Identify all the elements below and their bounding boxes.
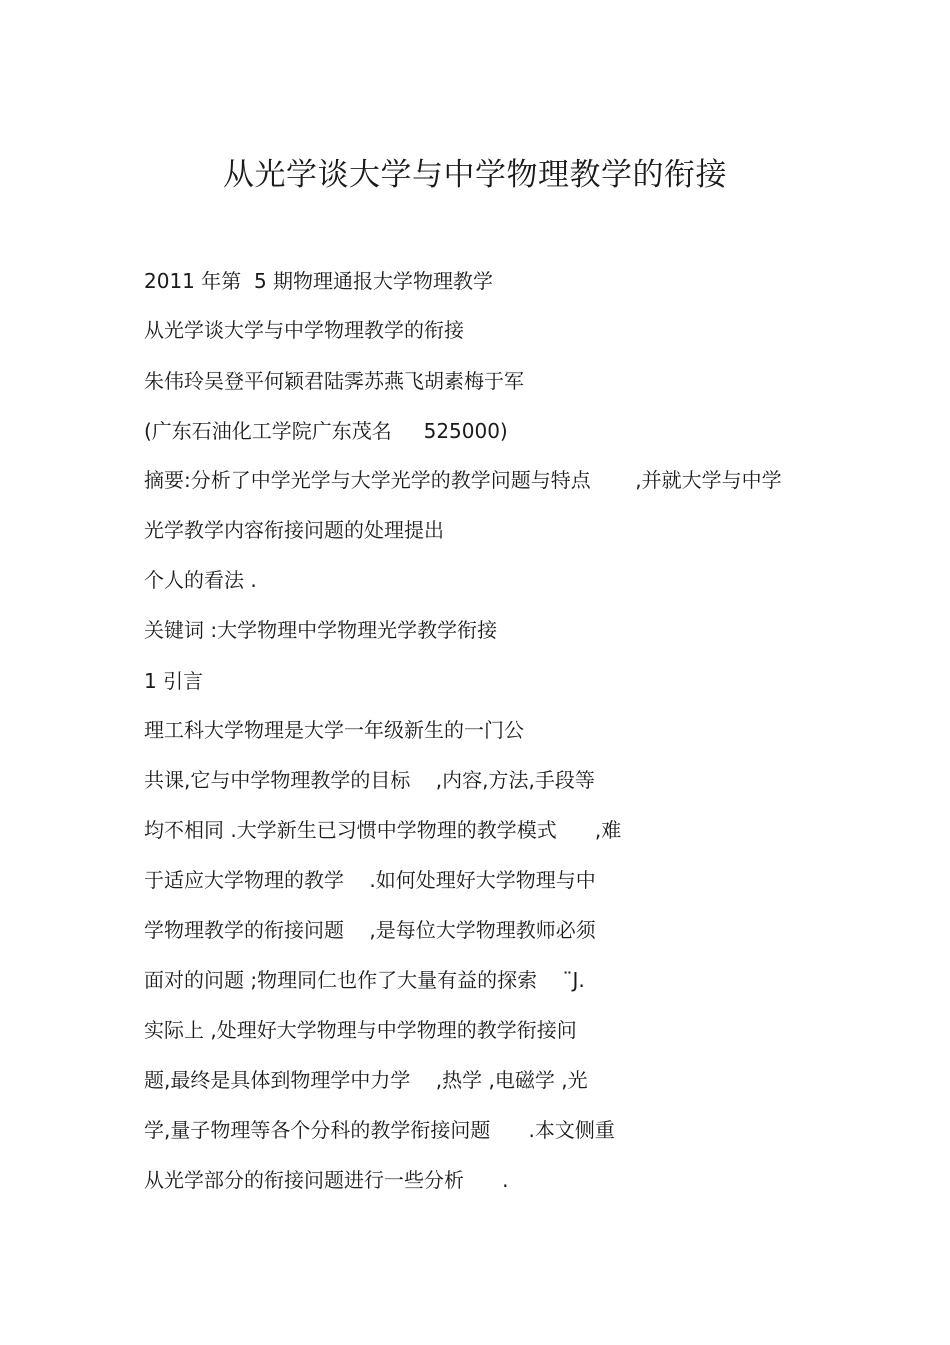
body-line-7: 实际上 ,处理好大学物理与中学物理的教学衔接问 bbox=[144, 1018, 577, 1042]
body-line-5: 学物理教学的衔接问题 ,是每位大学物理教师必须 bbox=[144, 918, 596, 942]
body-line-9: 学,量子物理等各个分科的教学衔接问题 .本文侧重 bbox=[144, 1118, 615, 1142]
affiliation-line: (广东石油化工学院广东茂名 525000) bbox=[144, 419, 508, 443]
authors-line: 朱伟玲吴登平何颖君陆霁苏燕飞胡素梅于军 bbox=[144, 369, 524, 393]
body-line-6: 面对的问题 ;物理同仁也作了大量有益的探索 ¨J. bbox=[144, 968, 585, 992]
document-title: 从光学谈大学与中学物理教学的衔接 bbox=[223, 157, 727, 193]
section-heading: 1 引言 bbox=[144, 669, 204, 693]
journal-info-line: 2011 年第 5 期物理通报大学物理教学 bbox=[144, 269, 494, 293]
body-line-2: 共课,它与中学物理教学的目标 ,内容,方法,手段等 bbox=[144, 768, 595, 792]
body-line-10: 从光学部分的衔接问题进行一些分析 . bbox=[144, 1168, 509, 1192]
body-line-4: 于适应大学物理的教学 .如何处理好大学物理与中 bbox=[144, 868, 596, 892]
abstract-line-1: 摘要:分析了中学光学与大学光学的教学问题与特点 ,并就大学与中学 bbox=[144, 468, 782, 492]
abstract-line-2: 光学教学内容衔接问题的处理提出 bbox=[144, 518, 444, 542]
body-line-1: 理工科大学物理是大学一年级新生的一门公 bbox=[144, 718, 524, 742]
article-title-line: 从光学谈大学与中学物理教学的衔接 bbox=[144, 318, 464, 342]
keywords-line: 关键词 :大学物理中学物理光学教学衔接 bbox=[144, 618, 498, 642]
body-line-3: 均不相同 .大学新生已习惯中学物理的教学模式 ,难 bbox=[144, 818, 622, 842]
abstract-line-3: 个人的看法 . bbox=[144, 568, 257, 592]
body-line-8: 题,最终是具体到物理学中力学 ,热学 ,电磁学 ,光 bbox=[144, 1068, 588, 1092]
